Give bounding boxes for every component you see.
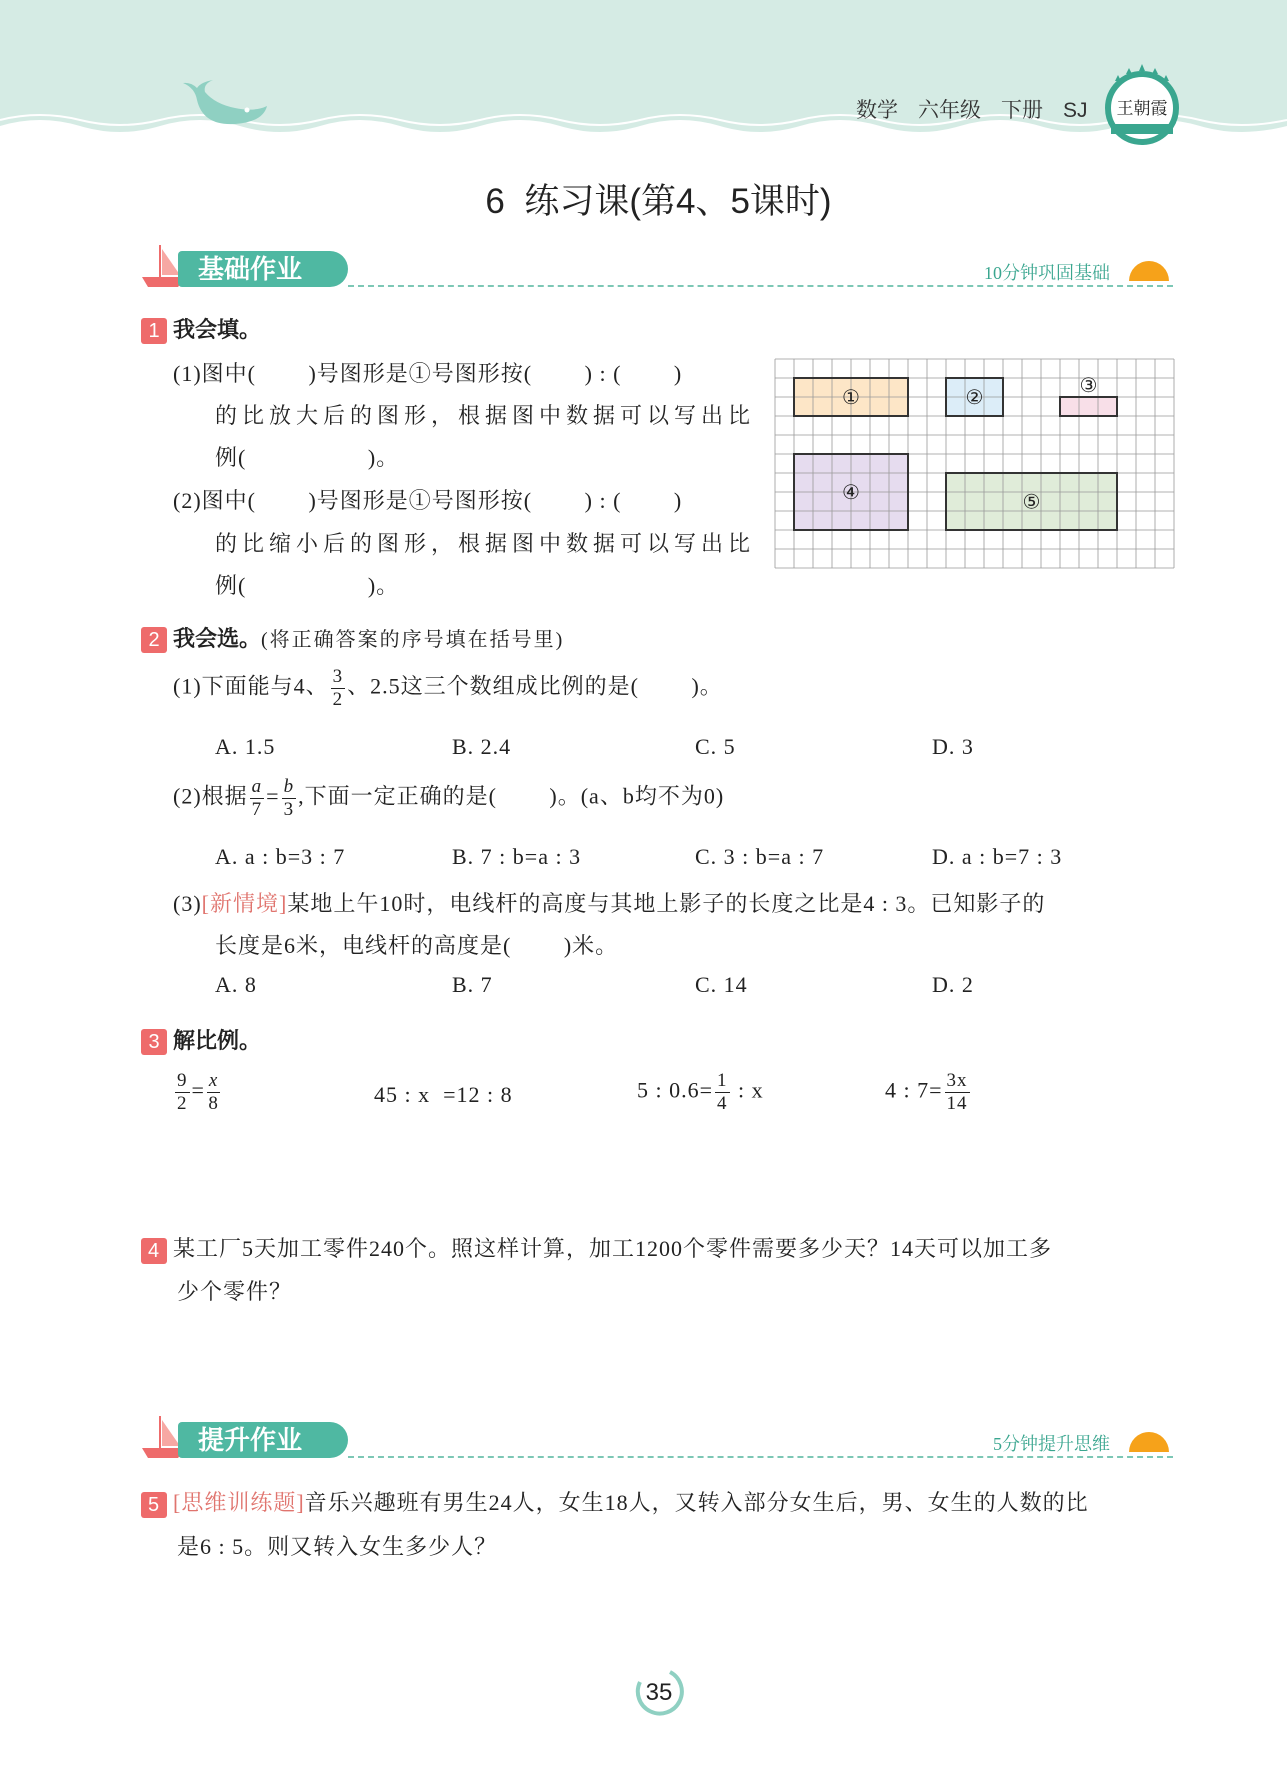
q2-part1 [173,666,723,711]
denominator: 2 [332,689,344,710]
fraction [331,666,346,711]
denominator: 14 [946,1093,968,1114]
grade: 六年级 [918,99,981,122]
whale-icon [175,78,275,133]
q3-title: 解比例。 [173,1028,262,1053]
equation-4 [885,1070,972,1115]
text: : x [731,1077,764,1103]
text: (3) [173,891,202,916]
q1-line: 例( )。 [215,445,400,470]
denominator: 2 [177,1093,188,1114]
page-title: 6 练习课(第4、5课时) [485,182,832,221]
numerator: 3x [946,1070,968,1091]
q1-title: 我会填。 [173,317,262,342]
shape-3 [1060,397,1117,416]
section-label: 提升作业 [178,1422,348,1458]
q4-line2: 少个零件？ [177,1279,293,1304]
sunset-icon [1124,257,1174,283]
grid-figure [774,358,1175,569]
option: B. 2.4 [452,734,512,759]
option: D. a : b=7 : 3 [932,844,1063,869]
text: (1)下面能与4、 [173,673,329,699]
section-banner-advanced [140,1420,1180,1460]
shape-label: ④ [842,480,860,504]
shape-label: ① [842,385,860,409]
subject: 数学 [856,99,898,122]
question-number-badge: 3 [141,1029,167,1055]
text: 、2.5这三个数组成比例的是( )。 [347,673,723,699]
logo-text: 王朝霞 [1116,99,1168,119]
option: B. 7 : b=a : 3 [452,844,582,869]
q2-title: 我会选。 [173,626,262,651]
q4-line1 [141,1232,1052,1264]
question-number-badge: 2 [141,627,167,653]
option: B. 7 [452,972,493,997]
q1-line: (2)图中( )号图形是①号图形按( ) : ( ) [173,488,683,513]
new-context-tag: [新情境] [201,891,288,916]
option: D. 3 [932,734,974,759]
option: A. 8 [215,972,257,997]
numerator: 9 [177,1070,188,1091]
fraction [715,1070,730,1115]
section-banner-basic [140,249,1180,289]
option: C. 5 [695,734,736,759]
text: 音乐兴趣班有男生24人，女生18人，又转入部分女生后，男、女生的人数的比 [304,1490,1089,1515]
thinking-tag: [思维训练题] [173,1490,305,1515]
equals: = [266,783,280,809]
denominator: 8 [208,1093,219,1114]
numerator: x [208,1070,219,1091]
text: 4 : 7= [885,1077,943,1103]
denominator: 4 [717,1093,728,1114]
q2-note: (将正确答案的序号填在括号里) [261,629,565,651]
divider [348,1456,1173,1458]
text: (2)根据 [173,783,248,809]
numerator: a [251,776,263,797]
question-number-badge: 4 [141,1238,167,1264]
equation-3 [637,1070,764,1115]
numerator: 3 [332,666,344,687]
text: 某地上午10时，电线杆的高度与其地上影子的长度之比是4 : 3。已知影子的 [287,891,1046,916]
q2-part3 [173,887,1045,918]
section-time: 5分钟提升思维 [993,1434,1110,1454]
book-info [856,94,1108,124]
equation-1 [173,1070,222,1115]
section-time: 10分钟巩固基础 [984,263,1110,283]
equation-2: 45 : x =12 : 8 [374,1082,513,1107]
option: C. 14 [695,972,748,997]
denominator: 7 [251,799,263,820]
volume: 下册 [1001,99,1043,122]
text: ,下面一定正确的是( )。(a、b均不为0) [298,783,725,809]
numerator: b [283,776,295,797]
fraction [175,1070,190,1115]
q1-line: (1)图中( )号图形是①号图形按( ) : ( ) [173,361,683,386]
q2-heading [141,622,564,653]
denominator: 3 [283,799,295,820]
option: A. a : b=3 : 7 [215,844,346,869]
q2-part3-line2: 长度是6米，电线杆的高度是( )米。 [215,933,619,958]
question-number-badge: 1 [141,318,167,344]
divider [348,285,1173,287]
option: D. 2 [932,972,974,997]
q1-line: 例( )。 [215,573,400,598]
sunset-icon [1124,1428,1174,1454]
option: A. 1.5 [215,734,276,759]
fraction [945,1070,970,1115]
numerator: 1 [717,1070,728,1091]
text: 某工厂5天加工零件240个。照这样计算，加工1200个零件需要多少天？14天可以加工多 [173,1236,1053,1261]
edition: SJ [1063,99,1088,122]
q1-line: 的比缩小后的图形，根据图中数据可以写出比 [215,531,756,556]
option: C. 3 : b=a : 7 [695,844,825,869]
equals: = [191,1077,205,1103]
brand-logo [1103,62,1181,148]
q5-line2: 是6 : 5。则又转入女生多少人？ [177,1534,498,1559]
shape-label: ⑤ [1022,489,1041,514]
q3-heading [141,1024,261,1055]
shape-label: ③ [1079,373,1098,397]
section-label: 基础作业 [178,251,348,287]
q2-part2 [173,776,724,821]
fraction [207,1070,220,1115]
fraction [250,776,265,821]
text: 5 : 0.6= [637,1077,714,1103]
fraction [282,776,297,821]
q5-line1 [141,1486,1089,1518]
page-number: 35 [645,1679,673,1706]
q1-line: 的比放大后的图形，根据图中数据可以写出比 [215,403,756,428]
question-number-badge: 5 [141,1492,167,1518]
shape-label: ② [965,385,984,409]
q1-heading [141,313,261,344]
